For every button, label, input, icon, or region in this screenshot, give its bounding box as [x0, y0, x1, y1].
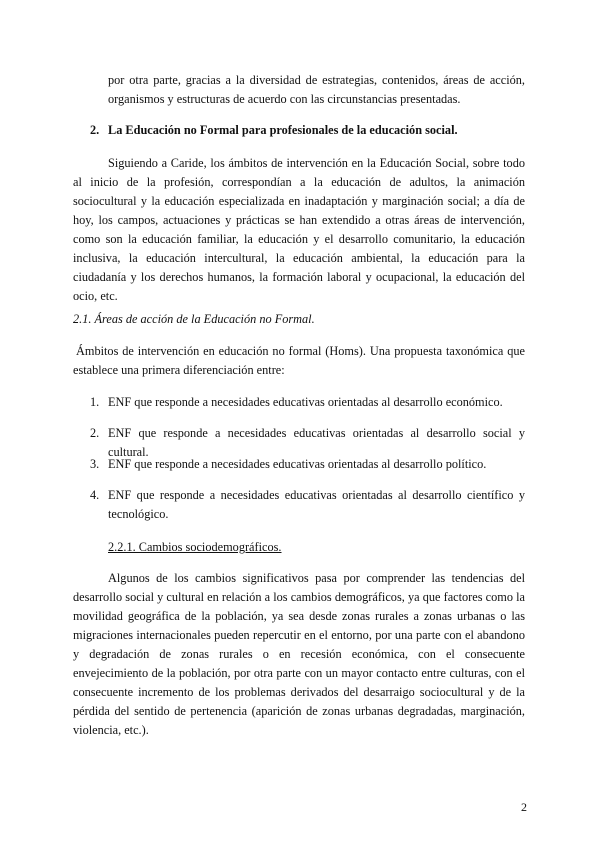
intro-paragraph: por otra parte, gracias a la diversidad de estrategias, contenidos, áreas de acción, organismos y estructuras de acuerdo con las circunstancias presentadas. [108, 73, 525, 106]
section-2-1-intro: Ámbitos de intervención en educación no formal (Homs). Una propuesta taxonómica que establece una primera diferenciación entre: [73, 344, 525, 377]
section-2-2-1-title: 2.2.1. Cambios sociodemográficos. [108, 540, 282, 554]
page-number: 2 [521, 800, 527, 814]
list-item-number: 3. [90, 457, 100, 471]
list-item-number: 4. [90, 488, 100, 502]
section-2-2-1-paragraph: Algunos de los cambios significativos pasa por comprender las tendencias del desarrollo social y cultural en relación a los cambios demográficos, ya que factores como la movilidad geográfica de la población, ya sea desde zonas rurales a zonas urbanas o las migraciones internacionales pueden repercutir en el entorno, por una parte con el abandono y degradación de zonas rurales o en recesión económica, con el consecuente envejecimiento de la población, por otra parte con un mayor contacto entre culturas, con el consecuente incremento de los problemas derivados del desarraigo sociocultural y de la pérdida del sentido de pertenencia (aparición de zonas urbanas degradadas, marginación, violencia, etc.). [73, 571, 525, 737]
list-item: ENF que responde a necesidades educativas orientadas al desarrollo económico. [108, 395, 503, 409]
section-2-number: 2. [90, 123, 100, 137]
list-item-number: 1. [90, 395, 100, 409]
list-item: ENF que responde a necesidades educativas orientadas al desarrollo político. [108, 457, 487, 471]
section-2-1-title: 2.1. Áreas de acción de la Educación no Formal. [73, 312, 315, 326]
section-2-paragraph: Siguiendo a Caride, los ámbitos de intervención en la Educación Social, sobre todo al inicio de la profesión, correspondían a la educación de adultos, la animación sociocultural y la educación especializada en inadaptación y marginación social; a día de hoy, los campos, actuaciones y prácticas se han extendido a otras áreas de intervención, como son la educación familiar, la educación y el desarrollo comunitario, la educación inclusiva, la educación intercultural, la educación ambiental, la educación para la ciudadanía y los derechos humanos, la formación laboral y ocupacional, la educación del ocio, etc. [73, 156, 525, 303]
list-item: ENF que responde a necesidades educativas orientadas al desarrollo científico y tecnológico. [108, 488, 525, 521]
list-item: ENF que responde a necesidades educativas orientadas al desarrollo social y cultural. [108, 426, 525, 459]
section-2-title: La Educación no Formal para profesionales de la educación social. [108, 123, 458, 137]
list-item-number: 2. [90, 426, 100, 440]
